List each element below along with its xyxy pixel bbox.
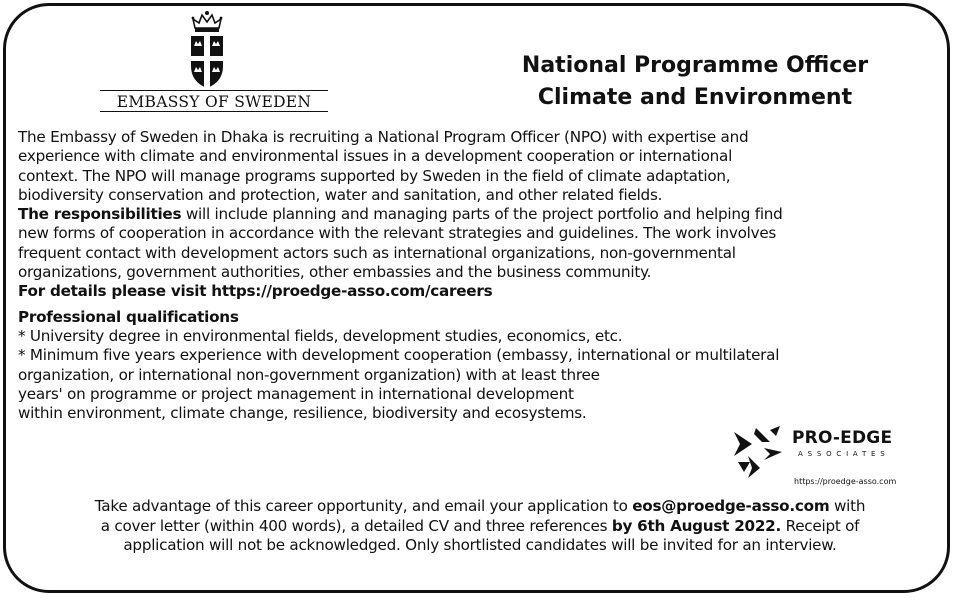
application-instructions	[18, 497, 942, 556]
responsibilities-paragraph	[18, 205, 942, 282]
responsibilities-line: frequent contact with development actors such as international organizations, non-governmental	[18, 243, 736, 262]
qualifications-heading: Professional qualifications	[18, 307, 239, 326]
footer-text: Take advantage of this career opportunity, and email your application to	[94, 497, 633, 515]
responsibilities-line	[18, 205, 942, 224]
embassy-name: EMBASSY OF SWEDEN	[100, 90, 328, 112]
footer-line	[18, 517, 942, 537]
qualification-item: * Minimum five years experience with development cooperation (embassy, international or multilateral	[18, 346, 780, 365]
intro-line: biodiversity conservation and protection, water and sanitation, and other related fields.	[18, 185, 663, 204]
qualification-item-continued: years' on programme or project management in international development	[18, 384, 574, 403]
application-deadline: by 6th August 2022.	[611, 516, 781, 535]
pro-edge-url[interactable]: https://proedge-asso.com	[794, 477, 897, 486]
job-title	[460, 50, 930, 114]
swedish-crest-icon	[185, 10, 229, 90]
intro-line: context. The NPO will manage programs supported by Sweden in the field of climate adaptation,	[18, 166, 731, 185]
details-link[interactable]: For details please visit https://proedge-asso.com/careers	[18, 282, 493, 301]
footer-text: with	[829, 497, 866, 515]
ad-body	[18, 128, 942, 423]
qualification-item-continued: within environment, climate change, resilience, biodiversity and ecosystems.	[18, 404, 587, 423]
pro-edge-logo-icon	[730, 422, 788, 480]
footer-text: a cover letter (within 400 words), a detailed CV and three references	[100, 516, 612, 535]
application-email[interactable]: eos@proedge-asso.com	[632, 497, 830, 515]
intro-line: experience with climate and environmental issues in a development cooperation or international	[18, 147, 733, 166]
footer-line	[18, 497, 942, 517]
pro-edge-name: PRO-EDGE	[792, 428, 893, 448]
pro-edge-logo	[730, 420, 945, 488]
responsibilities-line: organizations, government authorities, other embassies and the business community.	[18, 263, 652, 282]
footer-line: application will not be acknowledged. Only shortlisted candidates will be invited for an interview.	[123, 536, 837, 554]
responsibilities-heading: The responsibilities	[18, 205, 182, 224]
responsibilities-line: new forms of cooperation in accordance with the relevant strategies and guidelines. The work involves	[18, 224, 777, 243]
qualification-item-continued: organization, or international non-government organization) with at least three	[18, 365, 600, 384]
job-title-line1: National Programme Officer	[521, 53, 869, 78]
job-title-line2: Climate and Environment	[537, 85, 853, 110]
pro-edge-subtitle: ASSOCIATES	[798, 450, 890, 458]
intro-line: The Embassy of Sweden in Dhaka is recruiting a National Program Officer (NPO) with expertise and	[18, 128, 749, 146]
qualifications-section	[18, 308, 942, 424]
responsibilities-text: will include planning and managing parts of the project portfolio and helping find	[181, 205, 783, 224]
qualification-item: * University degree in environmental fields, development studies, economics, etc.	[18, 326, 623, 345]
ad-header	[0, 0, 957, 125]
footer-text: Receipt of	[781, 516, 860, 535]
intro-paragraph	[18, 128, 942, 205]
